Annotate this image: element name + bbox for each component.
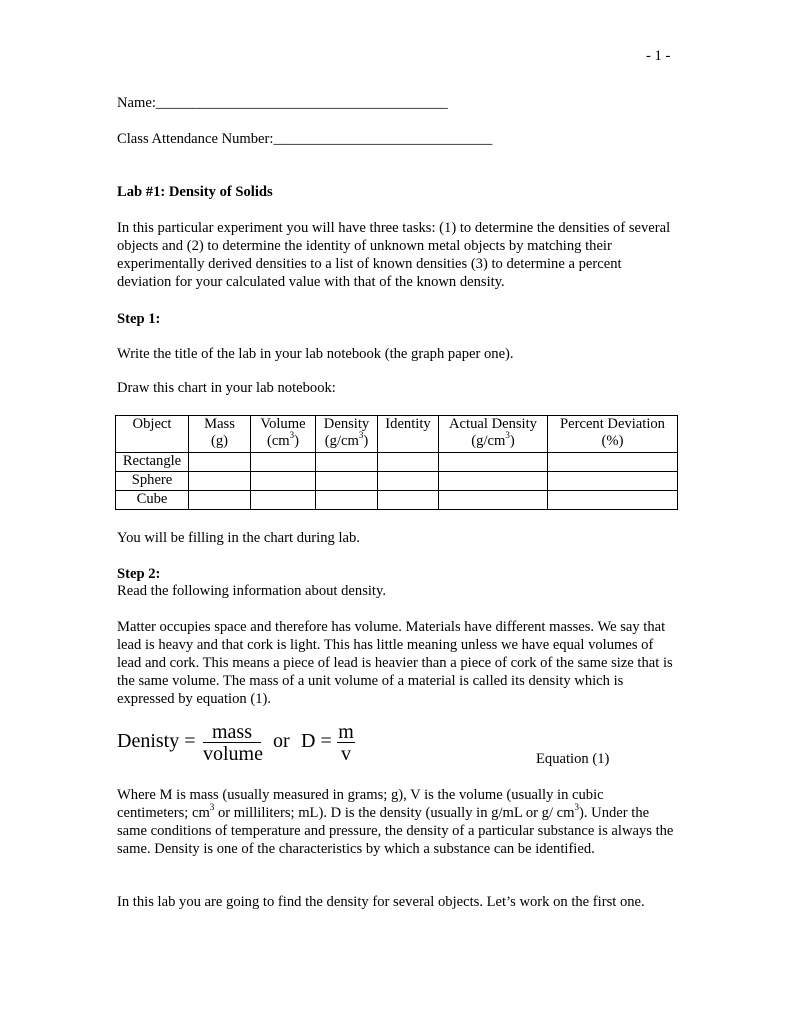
chart-header-row — [116, 416, 678, 453]
cell-empty — [548, 491, 678, 510]
row-label-sphere: Sphere — [116, 472, 189, 491]
cell-empty — [189, 472, 251, 491]
cell-empty — [189, 491, 251, 510]
step2-instruction: Read the following information about density. — [117, 583, 386, 599]
cell-empty — [439, 491, 548, 510]
header-identity: Identity — [378, 416, 439, 453]
table-row — [116, 491, 678, 510]
cell-empty — [316, 472, 378, 491]
cell-empty — [251, 453, 316, 472]
cell-empty — [251, 491, 316, 510]
cell-empty — [378, 453, 439, 472]
step2-heading: Step 2: — [117, 566, 161, 582]
step1-instruction-chart: Draw this chart in your lab notebook: — [117, 380, 336, 396]
header-density: Density $(g/cm^3)$ — [316, 416, 378, 453]
cell-empty — [316, 453, 378, 472]
fraction-denominator: volume — [203, 743, 263, 765]
table-row — [116, 453, 678, 472]
step1-heading: Step 1: — [117, 311, 161, 327]
header-percent-deviation: Percent Deviation (%) — [548, 416, 678, 453]
cell-empty — [548, 472, 678, 491]
header-object: Object — [116, 416, 189, 453]
name-field: Name:________________________________________ — [117, 95, 448, 111]
cell-empty — [189, 453, 251, 472]
row-label-cube: Cube — [116, 491, 189, 510]
equation-label: Equation (1) — [536, 751, 610, 767]
table-row — [116, 472, 678, 491]
header-volume: Volume $(cm^3)$ — [251, 416, 316, 453]
step1-instruction-title: Write the title of the lab in your lab notebook (the graph paper one). — [117, 346, 514, 362]
cell-empty — [439, 453, 548, 472]
cell-empty — [316, 491, 378, 510]
equation-or: or — [273, 730, 290, 752]
header-actual-density: Actual Density $(g/cm^3)$ — [439, 416, 548, 453]
fraction-numerator: mass — [212, 721, 252, 743]
m-over-v-fraction — [337, 722, 355, 765]
attendance-number-field: Class Attendance Number:______________________________ — [117, 131, 493, 147]
row-label-rectangle: Rectangle — [116, 453, 189, 472]
intro-paragraph: In this particular experiment you will have three tasks: (1) to determine the densities of several objects and (2) to determine the identity of unknown metal objects by matching their experimentally derived densities to a list of known densities (3) to determine a percent deviation for your calculated value with that of the known density. — [117, 220, 671, 290]
cell-empty — [251, 472, 316, 491]
density-explanation-paragraph: Matter occupies space and therefore has volume. Materials have different masses. We say that lead is heavy and that cork is light. This has little meaning unless we have equal volumes of lead and cork. This means a piece of lead is heavier than a piece of cork of the same size that is the same volume. The mass of a unit volume of a material is called its density which is expressed by equation (1). — [117, 619, 673, 707]
equation-lhs: Denisty = — [117, 730, 196, 752]
cell-empty — [548, 453, 678, 472]
lab-title: Lab #1: Density of Solids — [117, 184, 273, 200]
fraction-numerator-m: m — [338, 721, 354, 743]
equation-d-equals: D = — [301, 730, 332, 752]
closing-paragraph: In this lab you are going to find the density for several objects. Let’s work on the first one. — [117, 894, 645, 910]
page-number: - 1 - — [646, 48, 671, 64]
data-chart — [115, 415, 678, 510]
chart-note: You will be filling in the chart during lab. — [117, 530, 360, 546]
definitions-paragraph: Where M is mass (usually measured in grams; g), V is the volume (usually in cubic centimeters; $cm^3$ or milliliters; mL). D is the density (usually in g/mL or g/ $cm^3$). Under the same conditions of temperature and pressure, the density of a particular substance is always the same. Density is one of the characteristics by which a substance can be identified. — [117, 787, 674, 857]
mass-over-volume-fraction — [203, 722, 261, 765]
cell-empty — [378, 491, 439, 510]
cell-empty — [439, 472, 548, 491]
cell-empty — [378, 472, 439, 491]
fraction-denominator-v: v — [341, 743, 351, 765]
header-mass: Mass (g) — [189, 416, 251, 453]
